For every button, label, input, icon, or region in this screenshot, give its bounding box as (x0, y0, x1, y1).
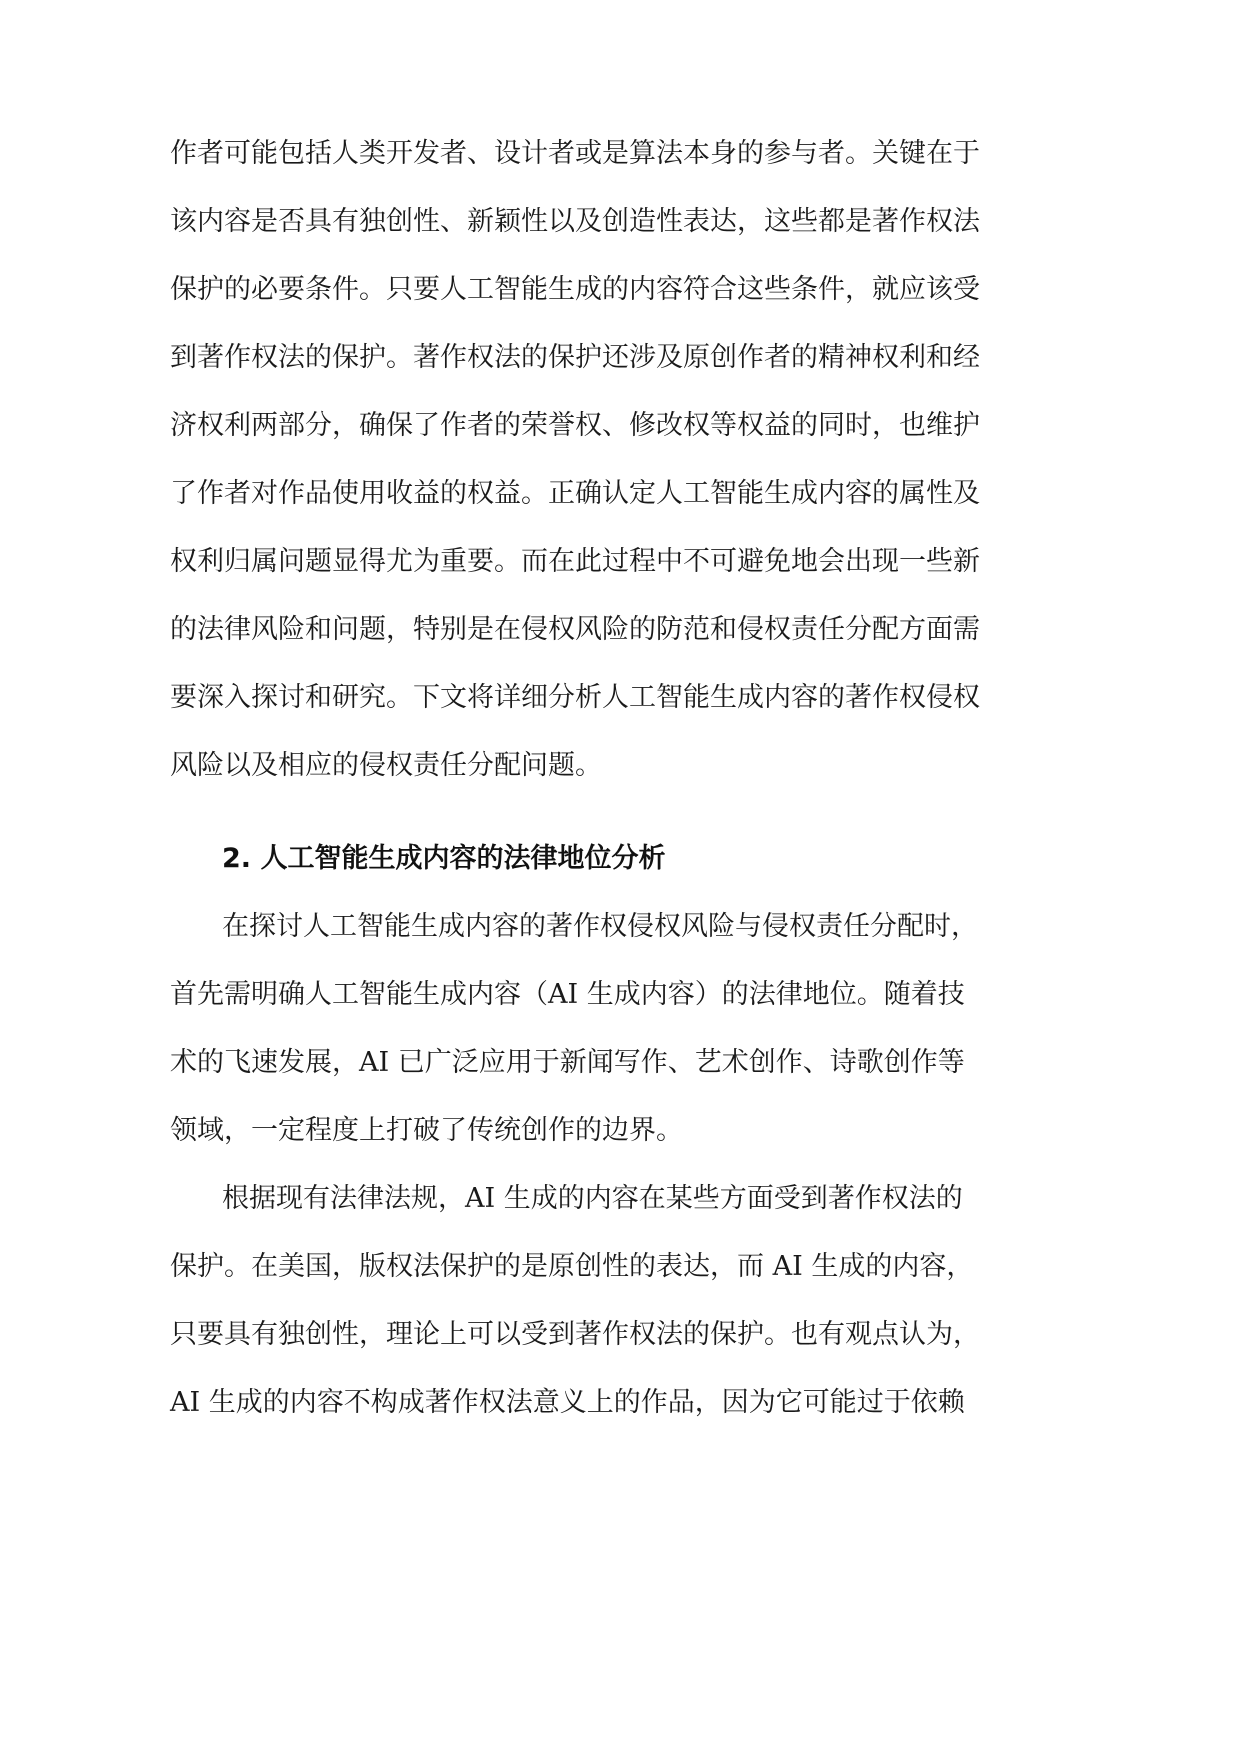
paragraph-line: 要深入探讨和研究。下文将详细分析人工智能生成内容的著作权侵权 (170, 682, 980, 713)
paragraph-line: 济权利两部分，确保了作者的荣誉权、修改权等权益的同时，也维护 (170, 410, 980, 441)
paragraph-line: 作者可能包括人类开发者、设计者或是算法本身的参与者。关键在于 (170, 138, 980, 169)
paragraph-line: 在探讨人工智能生成内容的著作权侵权风险与侵权责任分配时， (222, 911, 978, 942)
paragraph-line: AI 生成的内容不构成著作权法意义上的作品，因为它可能过于依赖 (170, 1387, 965, 1418)
paragraph-line: 术的飞速发展，AI 已广泛应用于新闻写作、艺术创作、诗歌创作等 (170, 1047, 965, 1078)
paragraph-line: 风险以及相应的侵权责任分配问题。 (170, 750, 602, 781)
paragraph-line: 的法律风险和问题，特别是在侵权风险的防范和侵权责任分配方面需 (170, 614, 980, 645)
paragraph-line: 首先需明确人工智能生成内容（AI 生成内容）的法律地位。随着技 (170, 979, 965, 1010)
paragraph-line: 保护的必要条件。只要人工智能生成的内容符合这些条件，就应该受 (170, 274, 980, 305)
paragraph-line: 领域，一定程度上打破了传统创作的边界。 (170, 1115, 683, 1146)
section-heading: 2. 人工智能生成内容的法律地位分析 (222, 843, 666, 874)
paragraph-line: 保护。在美国，版权法保护的是原创性的表达，而 AI 生成的内容， (170, 1251, 974, 1282)
paragraph-line: 该内容是否具有独创性、新颖性以及创造性表达，这些都是著作权法 (170, 206, 980, 237)
paragraph-line: 了作者对作品使用收益的权益。正确认定人工智能生成内容的属性及 (170, 478, 980, 509)
paragraph-line: 到著作权法的保护。著作权法的保护还涉及原创作者的精神权利和经 (170, 342, 980, 373)
paragraph-line: 只要具有独创性，理论上可以受到著作权法的保护。也有观点认为， (170, 1319, 980, 1350)
paragraph-line: 根据现有法律法规，AI 生成的内容在某些方面受到著作权法的 (222, 1183, 963, 1214)
paragraph-line: 权利归属问题显得尤为重要。而在此过程中不可避免地会出现一些新 (170, 546, 980, 577)
